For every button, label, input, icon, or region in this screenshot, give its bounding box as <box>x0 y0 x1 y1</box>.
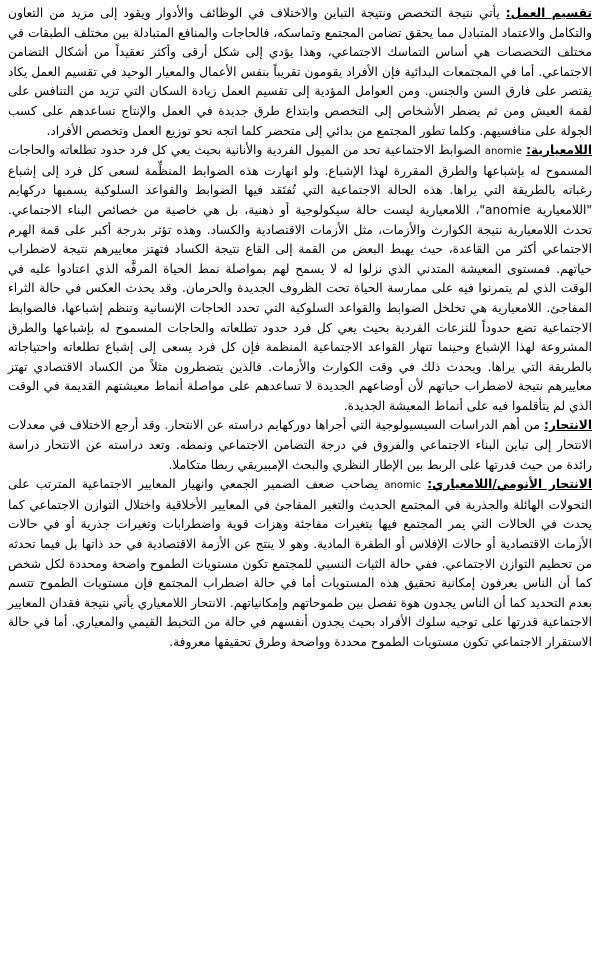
latin-term: anomie <box>484 146 523 158</box>
term-division-of-labor: تقسيم العمل: <box>505 6 593 20</box>
term-anomic-suicide: الانتحار الأنومي/اللامعياري: <box>427 477 593 492</box>
section-body: يصاحب ضعف الضمير الجمعي وانهيار المعايير الاجتماعية المترتب على التحولات الهائلة والجذرية في المجتمع الحديث والتغير المفاجئ في المعايير الأخلاقية واختلال التوازن الاجتماعي كما يحدث في الحالات التي يمر المجتمع فيها بتغيرات مفاجئة وهزات قوية واضطرابات وتغيرات جذرية أو في حالات الأزمات الاقتصادية أو حالات الإفلاس أو الطفرة المادية. وهو لا ينتج عن الأزمة الاقتصادية في حد ذاتها بل فيما تحدثه من تحطيم التوازن الاجتماعي. ففي حالة الثبات النسبي للمجتمع تكون مستويات الطموح واضحة ومحددة لكل شخص كما أن الناس يعرفون إمكانية تحقيق هذه المستويات أما في حالة اضطراب المجتمع فإن مستويات الطموح تتسم بعدم التحديد كما أن الناس يجدون هوة تفصل بين طموحاتهم وإمكانياتهم. الانتحار اللامعياري يأتي نتيجة فقدان المعايير الاجتماعية قدرتها على توجيه سلوك الأفراد بحيث يجدون أنفسهم في حالة من التخبط القيمي والمعياري. أما في حالة الاستقرار الاجتماعي تكون مستويات الطموح محددة وواضحة وطرق تحقيقها معروفة. <box>8 477 592 649</box>
section-division-of-labor <box>8 4 592 141</box>
section-body: الضوابط الاجتماعية تحد من الميول الفردية والأنانية بحيث يعي كل فرد حدود تطلعاته والحاجات المسموح له بإشباعها والطرق المقررة لهذا الإشباع. ولو انهارت هذه الضوابط المنظِّمة لسعى كل فرد إلى إشباع رغباته بالطريقة التي يراها. هذه الحالة الاجتماعية التي تُفتَقد فيها الضوابط والقواعد السلوكية يسميها دركهايم "اللامعيارية anomie"، اللامعيارية ليست حالة سيكولوجية أو ذهنية، بل هي خاصية من خصائص البناء الاجتماعي. تحدث اللامعيارية نتيجة الكوارث والأزمات، مثل الأزمات الاقتصادية والكساد. وهذه تؤثر بدرجة أكبر على قمة الهرم الاجتماعي أكثر من القاعدة، حيث يهبط البعض من القمة إلى القاع نتيجة الكساد فتهتز معاييرهم نتيجة لاضطراب حياتهم. فمستوى المعيشة المتدني الذي نزلوا له لا يسمح لهم بمواصلة نمط الحياة المرفَّه الذي اعتادوا عليه في الوقت الذي لم يتمرنوا فيه على ممارسة الحياة تحت الظروف الجديدة والحرمان. وقد يحدث العكس في حالة الثراء المفاجئ. اللامعيارية هي تخلخل الضوابط والقواعد السلوكية التي تحدد الحاجات الإنسانية وتنظم إشباعها، فالضوابط الاجتماعية تضع حدوداً للنزعات الفردية بحيث يعي كل فرد حدود تطلعاته والحاجات المسموح له بإشباعها والطرق المشروعة لهذا الإشباع وحينما تنهار القواعد الاجتماعية المنظمة فإن كل فرد يسعى إلى إشباع تطلعاته واحتياجاته بالطريقة التي يراها. ويحدث ذلك في وقت الكوارث والأزمات. فالذين يتضطرون مثلاً من الكساد الاقتصادي تهتز معاييرهم نتيجة لاضطراب حياتهم لأن أوضاعهم الجديدة لا تساعدهم على مواصلة أنماط معيشتهم القديمة في الوقت الذي لم يتأقلموا فيه على أنماط المعيشة الجديدة. <box>8 143 593 413</box>
term-anomie: اللامعيارية: <box>526 143 593 158</box>
section-anomic-suicide <box>8 475 592 652</box>
section-body: من أهم الدراسات السيسيولوجية التي أجراها دوركهايم دراسته عن الانتحار. وقد أرجع الاختلاف في معدلات الانتحار إلى تباين البناء الاجتماعي والفروق في درجة التضامن الاجتماعي ونمطه. وتعد دراسته عن الانتحار دراسة رائدة من حيث قدرتها على الربط بين الإطار النظري والبحث الإمبيريقي ربطا متكاملا. <box>8 418 592 472</box>
section-anomie <box>8 141 592 416</box>
latin-term: anomic <box>384 480 421 492</box>
section-body: يأتي نتيجة التخصص ونتيجة التباين والاختلاف في الوظائف والأدوار ويقود إلى مزيد من التعاون والتكامل والاعتماد المتبادل مما يحقق تضامن المجتمع وتماسكه، فالحاجات والمنافع المتبادلة بين مختلف الطبقات في مختلف التخصصات هي أساس التماسك الاجتماعي، وهذا يؤدي إلى شكل أرقى وأكثر تعقيداً من أشكال التضامن الاجتماعي. أما في المجتمعات البدائية فإن الأفراد يقومون تقريباً بنفس الأعمال والمعيار الوحيد في تقسيم العمل يكاد يقتصر على فارق السن والجنس. ومن العوامل المؤدية إلى تقسيم العمل زيادة السكان التي تزيد من التنافس على لقمة العيش ومن ثم يضطر الأشخاص إلى التخصص وابتداع طرق جديدة في العمل والإنتاج تساعدهم على كسب الجولة على منافسيهم. وكلما تطور المجتمع من بدائي إلى متحضر كلما اتجه نحو توزيع العمل وتخصص الأفراد. <box>8 6 592 138</box>
section-suicide <box>8 416 592 475</box>
term-suicide: الانتحار: <box>543 418 593 433</box>
